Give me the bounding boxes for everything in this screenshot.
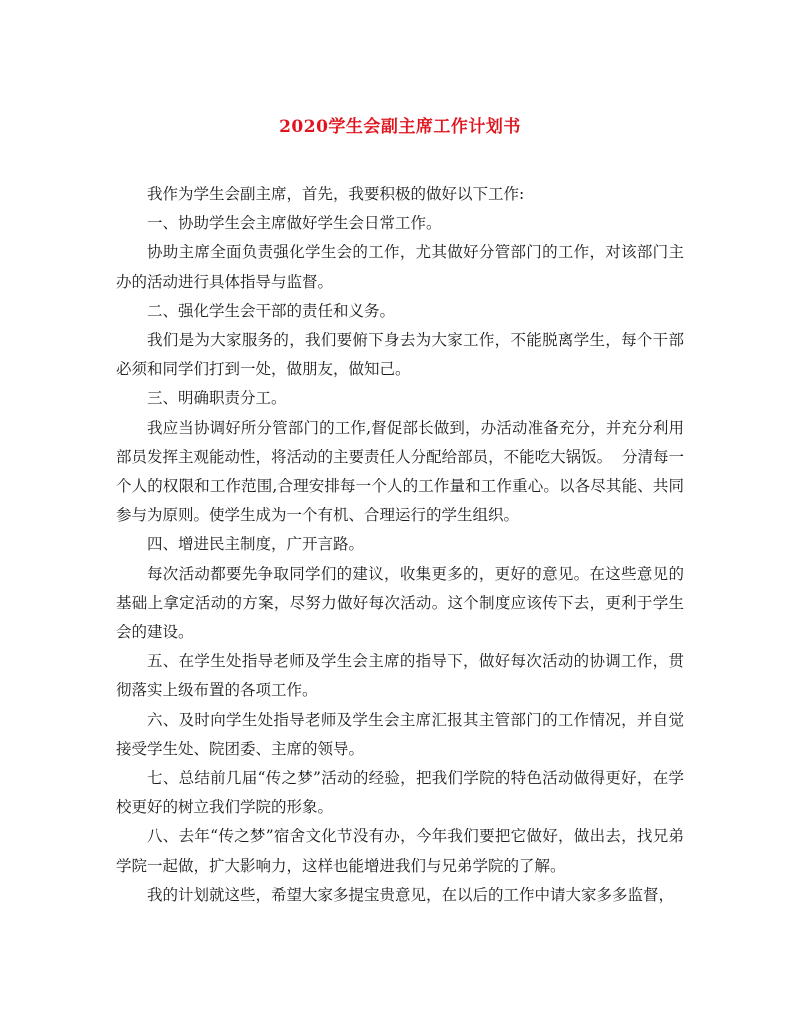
paragraph-item-3: 我应当协调好所分管部门的工作,督促部长做到，办活动准备充分，并充分利用部员发挥主观能动性，将活动的主要责任人分配给部员，不能吃大锅饭。 分清每一个人的权限和工作范围,合理安排每一个人的工作量和工作重心。以各尽其能、共同参与为原则。使学生成为一个有机、合理运行的学生组织。	[116, 418, 684, 525]
paragraph-item-8: 八、去年“传之梦”宿舍文化节没有办，今年我们要把它做好，做出去，找兄弟学院一起做，扩大影响力，这样也能增进我们与兄弟学院的了解。	[116, 827, 684, 875]
paragraph-item-2: 我们是为大家服务的，我们要俯下身去为大家工作，不能脱离学生，每个干部必须和同学们打到一处，做朋友，做知己。	[116, 331, 684, 379]
paragraph-closing: 我的计划就这些，希望大家多提宝贵意见，在以后的工作中请大家多多监督，	[147, 885, 675, 904]
heading-item-4: 四、增进民主制度，广开言路。	[147, 535, 365, 554]
heading-item-1: 一、协助学生会主席做好学生会日常工作。	[147, 214, 442, 233]
paragraph-item-1: 协助主席全面负责强化学生会的工作，尤其做好分管部门的工作，对该部门主办的活动进行具体指导与监督。	[116, 243, 684, 291]
document-body	[116, 180, 684, 910]
paragraph-intro: 我作为学生会副主席，首先，我要积极的做好以下工作:	[147, 185, 525, 203]
paragraph-item-7: 七、总结前几届“传之梦”活动的经验，把我们学院的特色活动做得更好，在学校更好的树立我们学院的形象。	[116, 769, 684, 817]
paragraph-item-5: 五、在学生处指导老师及学生会主席的指导下，做好每次活动的协调工作，贯彻落实上级布置的各项工作。	[116, 652, 684, 700]
document-title: 2020学生会副主席工作计划书	[279, 117, 521, 137]
paragraph-item-4: 每次活动都要先争取同学们的建议，收集更多的，更好的意见。在这些意见的基础上拿定活动的方案，尽努力做好每次活动。这个制度应该传下去，更利于学生会的建设。	[116, 564, 684, 642]
heading-item-2: 二、强化学生会干部的责任和义务。	[147, 301, 396, 320]
heading-item-3: 三、明确职责分工。	[147, 389, 287, 408]
paragraph-item-6: 六、及时向学生处指导老师及学生会主席汇报其主管部门的工作情况，并自觉接受学生处、院团委、主席的领导。	[116, 710, 684, 758]
